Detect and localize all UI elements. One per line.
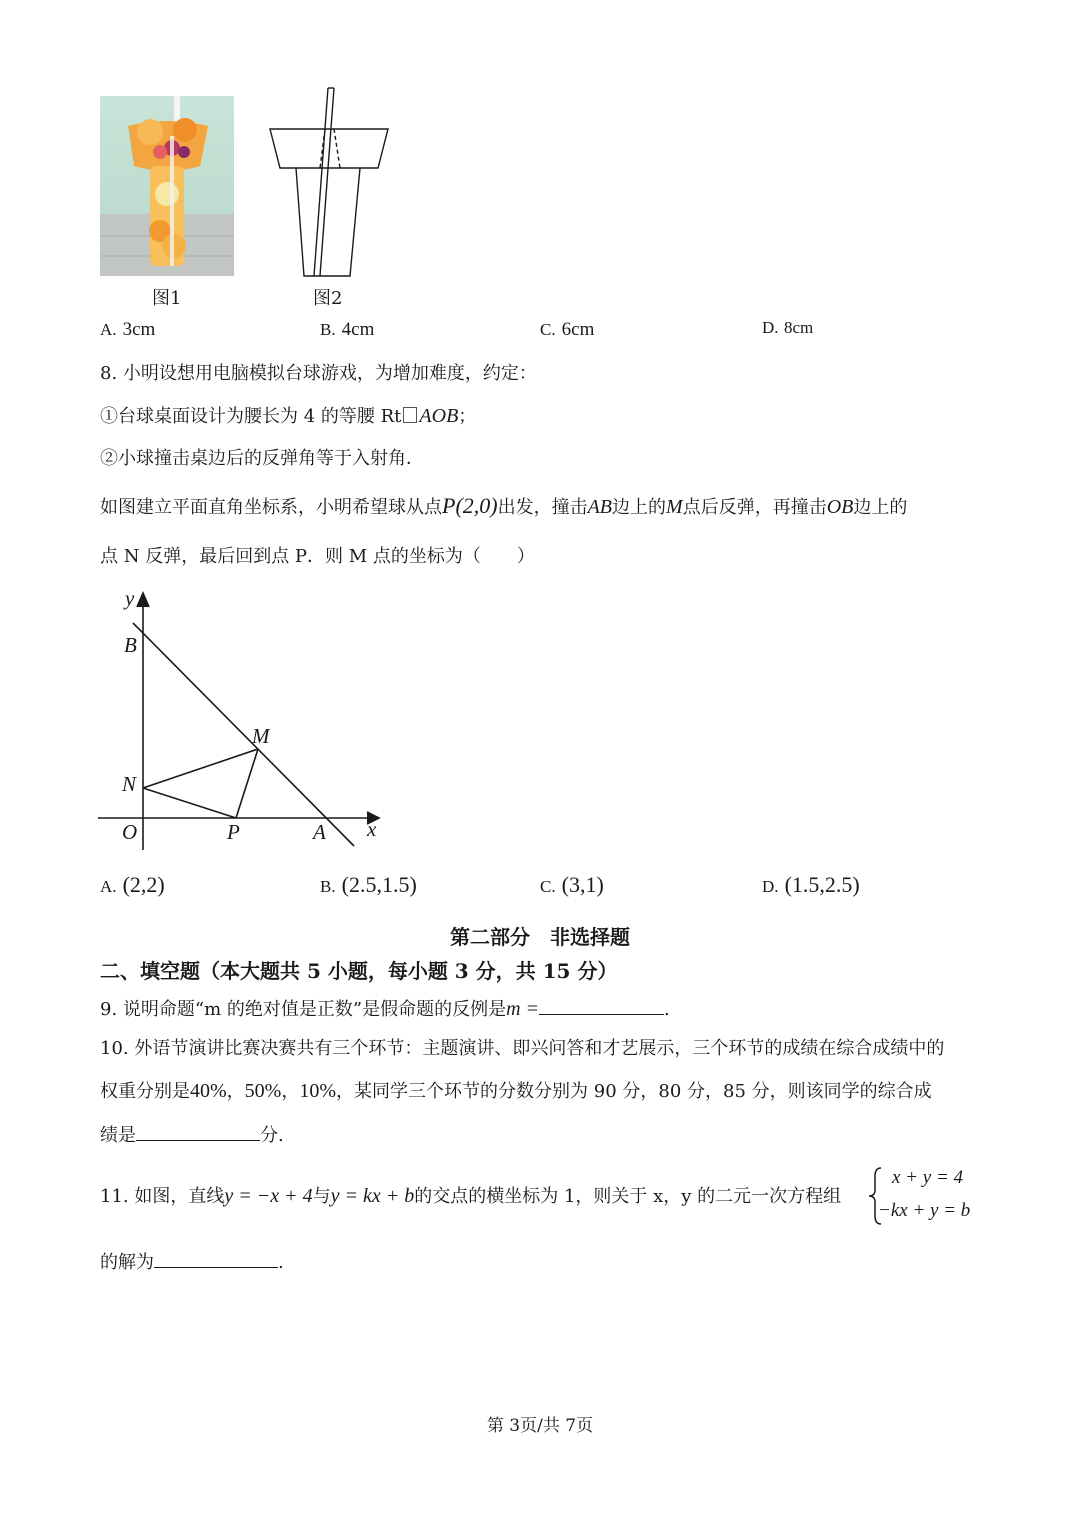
part2-heading: 第二部分 非选择题 xyxy=(450,925,630,949)
q8-option-d: D. (1.5,2.5) xyxy=(762,872,860,897)
label-n: N xyxy=(122,772,137,796)
label-b: B xyxy=(124,633,137,657)
q7-option-b: B. 4cm xyxy=(320,319,375,340)
q11-line1: 11. 如图，直线y = −x + 4与y = kx + b的交点的横坐标为 1，则关于 x，y 的二元一次方程组 xyxy=(100,1185,842,1207)
label-y: y xyxy=(125,586,135,610)
q9: 9. 说明命题“m 的绝对值是正数”是假命题的反例是m = . xyxy=(100,998,670,1020)
q8-intro: 8. 小明设想用电脑模拟台球游戏，为增加难度，约定： xyxy=(100,363,537,384)
q11-line2: 的解为 . xyxy=(100,1249,284,1275)
label-x: x xyxy=(367,817,377,841)
q8-option-a: A. (2,2) xyxy=(100,872,165,897)
segment-np xyxy=(143,788,236,818)
q8-rule1: ①台球桌面设计为腰长为 4 的等腰 Rt AOB； xyxy=(100,405,477,427)
fig1-photo xyxy=(100,96,234,276)
label-p: P xyxy=(227,820,240,844)
q8-option-b: B. (2.5,1.5) xyxy=(320,872,417,897)
label-m: M xyxy=(252,724,270,748)
label-a: A xyxy=(313,820,326,844)
y-axis-arrow xyxy=(137,593,149,607)
q10-line1: 10. 外语节演讲比赛决赛共有三个环节：主题演讲、即兴问答和才艺展示，三个环节的成绩在综合成绩中的 xyxy=(100,1038,945,1059)
page-footer: 第 3页/共 7页 xyxy=(486,1416,594,1436)
q7-option-c: C. 6cm xyxy=(540,319,595,340)
section-heading: 二、填空题（本大题共 5 小题，每小题 3 分，共 15 分） xyxy=(100,959,618,983)
q8-line4: 点 N 反弹，最后回到点 P．则 M 点的坐标为（ ） xyxy=(100,546,535,567)
q8-option-c: C. (3,1) xyxy=(540,872,604,897)
fig1-caption: 图1 xyxy=(152,288,182,309)
q8-line3: 如图建立平面直角坐标系，小明希望球从点P(2,0)出发，撞击AB边上的M点后反弹，再撞击OB边上的 xyxy=(100,493,908,518)
q10-line2: 权重分别是40%，50%，10%，某同学三个环节的分数分别为 90 分，80 分，85 分，则该同学的综合成 xyxy=(100,1080,932,1102)
q11-system xyxy=(868,1166,988,1226)
q8-rule2: ②小球撞击桌边后的反弹角等于入射角． xyxy=(100,448,424,469)
system-eq1: x + y = 4 xyxy=(892,1167,964,1188)
segment-mn xyxy=(143,749,258,788)
q10-line3: 绩是 分. xyxy=(100,1122,284,1148)
system-eq2: −kx + y = b xyxy=(878,1200,971,1221)
segment-pm xyxy=(236,749,258,818)
q7-option-d: D. 8cm xyxy=(762,318,814,337)
fig2-caption: 图2 xyxy=(313,288,343,309)
q7-option-a: A. 3cm xyxy=(100,319,156,340)
fig2-diagram xyxy=(262,84,392,280)
line-ab xyxy=(133,623,354,846)
label-o: O xyxy=(122,820,138,844)
q8-figure xyxy=(95,585,395,855)
